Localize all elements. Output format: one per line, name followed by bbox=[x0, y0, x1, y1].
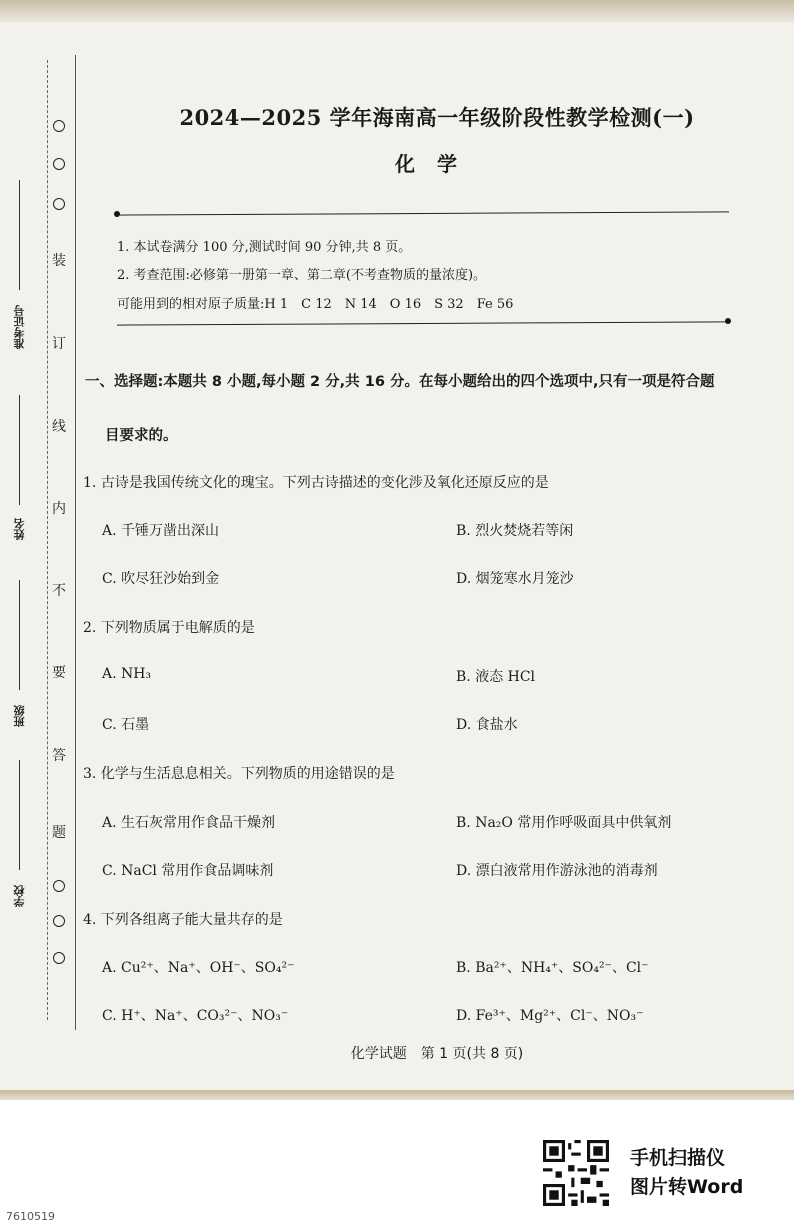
field-underline bbox=[19, 395, 20, 505]
exam-title: 2024—2025 学年海南高一年级阶段性教学检测(一) bbox=[179, 105, 695, 130]
binding-hole-icon bbox=[53, 915, 65, 927]
option-c: C. 吹尽狂沙始到金 bbox=[102, 571, 220, 587]
binding-hole-icon bbox=[53, 158, 65, 170]
document-code: 7610519 bbox=[6, 1210, 55, 1223]
section-heading-cont: 目要求的。 bbox=[105, 428, 178, 444]
option-b: B. Na₂O 常用作呼吸面具中供氧剂 bbox=[456, 815, 672, 831]
seal-char: 订 bbox=[50, 333, 68, 353]
question-stem: 4. 下列各组离子能大量共存的是 bbox=[83, 912, 283, 928]
option-b: B. Ba²⁺、NH₄⁺、SO₄²⁻、Cl⁻ bbox=[456, 960, 649, 976]
field-underline bbox=[19, 760, 20, 870]
exam-subject: 化学 bbox=[395, 152, 479, 176]
field-underline bbox=[19, 180, 20, 290]
field-label-class: 班级 bbox=[13, 705, 26, 727]
binding-hole-icon bbox=[53, 880, 65, 892]
scanner-promo-line2: 图片转Word bbox=[630, 1176, 744, 1198]
field-label-exam-number: 准考证号 bbox=[13, 305, 26, 349]
field-label-school: 学校 bbox=[13, 885, 26, 907]
option-a: A. 生石灰常用作食品干燥剂 bbox=[102, 815, 276, 831]
scanner-promo-line1: 手机扫描仪 bbox=[630, 1147, 726, 1169]
option-b: B. 烈火焚烧若等闲 bbox=[456, 523, 574, 539]
page-footer: 化学试题 第 1 页(共 8 页) bbox=[350, 1046, 524, 1062]
instruction-line: 可能用到的相对原子质量:H 1 C 12 N 14 O 16 S 32 Fe 56 bbox=[117, 297, 514, 312]
seal-char: 不 bbox=[50, 580, 68, 600]
seal-char: 装 bbox=[50, 250, 68, 270]
option-c: C. 石墨 bbox=[102, 717, 150, 733]
seal-char: 题 bbox=[50, 822, 68, 842]
question-stem: 1. 古诗是我国传统文化的瑰宝。下列古诗描述的变化涉及氧化还原反应的是 bbox=[83, 475, 549, 491]
seal-char: 内 bbox=[50, 498, 68, 518]
binding-margin-line bbox=[75, 55, 76, 1030]
option-b: B. 液态 HCl bbox=[456, 669, 536, 685]
paper-bottom-edge bbox=[0, 1090, 794, 1100]
instruction-line: 1. 本试卷满分 100 分,测试时间 90 分钟,共 8 页。 bbox=[117, 240, 412, 255]
seal-char: 线 bbox=[50, 416, 68, 436]
binding-hole-icon bbox=[53, 120, 65, 132]
binding-dash-line bbox=[47, 60, 48, 1020]
instruction-line: 2. 考查范围:必修第一册第一章、第二章(不考查物质的量浓度)。 bbox=[117, 268, 487, 283]
paper-top-edge bbox=[0, 0, 794, 22]
field-label-name: 姓名 bbox=[13, 518, 26, 540]
option-a: A. 千锤万凿出深山 bbox=[102, 523, 220, 539]
binding-hole-icon bbox=[53, 952, 65, 964]
qr-code-icon[interactable] bbox=[543, 1140, 609, 1206]
field-underline bbox=[19, 580, 20, 690]
binding-hole-icon bbox=[53, 198, 65, 210]
option-c: C. H⁺、Na⁺、CO₃²⁻、NO₃⁻ bbox=[102, 1008, 289, 1024]
option-d: D. 漂白液常用作游泳池的消毒剂 bbox=[456, 863, 658, 879]
rule-dot bbox=[725, 318, 731, 324]
question-stem: 2. 下列物质属于电解质的是 bbox=[83, 620, 255, 636]
option-c: C. NaCl 常用作食品调味剂 bbox=[102, 863, 274, 879]
option-d: D. 烟笼寒水月笼沙 bbox=[456, 571, 574, 587]
seal-char: 答 bbox=[50, 745, 68, 765]
question-stem: 3. 化学与生活息息相关。下列物质的用途错误的是 bbox=[83, 766, 395, 782]
option-a: A. Cu²⁺、Na⁺、OH⁻、SO₄²⁻ bbox=[102, 960, 295, 976]
section-heading: 一、选择题:本题共 8 小题,每小题 2 分,共 16 分。在每小题给出的四个选项中,只有一项是符合题 bbox=[85, 374, 715, 390]
option-d: D. 食盐水 bbox=[456, 717, 518, 733]
option-a: A. NH₃ bbox=[102, 666, 152, 682]
seal-char: 要 bbox=[50, 662, 68, 682]
option-d: D. Fe³⁺、Mg²⁺、Cl⁻、NO₃⁻ bbox=[456, 1008, 644, 1024]
